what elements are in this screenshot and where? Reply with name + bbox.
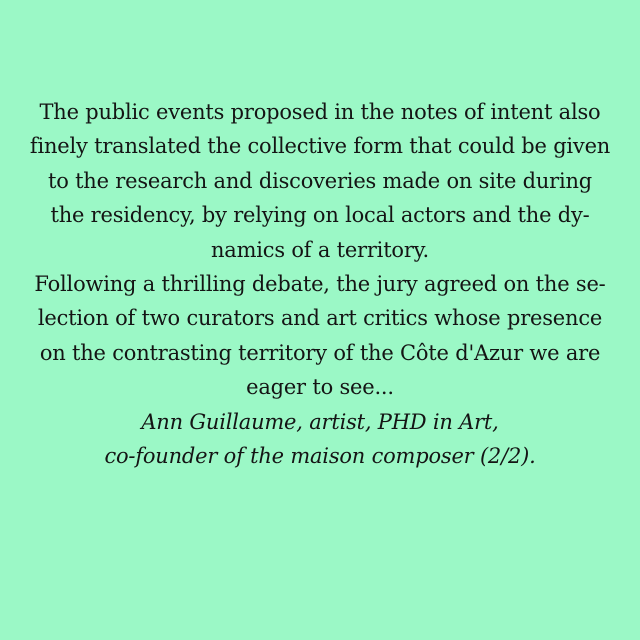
signature-line: Ann Guillaume, artist, PHD in Art,: [141, 409, 499, 435]
signature-line: co-founder of the maison composer (2/2).: [104, 444, 536, 470]
quote-line: to the research and discoveries made on site during: [47, 168, 593, 194]
quote-line: lection of two curators and art critics whose presence: [37, 306, 603, 332]
quote-line: the residency, by relying on local actors and the dy-: [50, 203, 590, 229]
quote-line: namics of a territory.: [210, 237, 430, 263]
quote-card: [0, 96, 640, 474]
quote-line: The public events proposed in the notes of intent also: [39, 100, 601, 125]
quote-line: Following a thrilling debate, the jury agreed on the se-: [34, 272, 606, 298]
quote-line: finely translated the collective form that could be given: [29, 134, 611, 160]
quote-line: on the contrasting territory of the Côte d'Azur we are: [39, 340, 601, 366]
quote-line: eager to see...: [246, 375, 394, 401]
